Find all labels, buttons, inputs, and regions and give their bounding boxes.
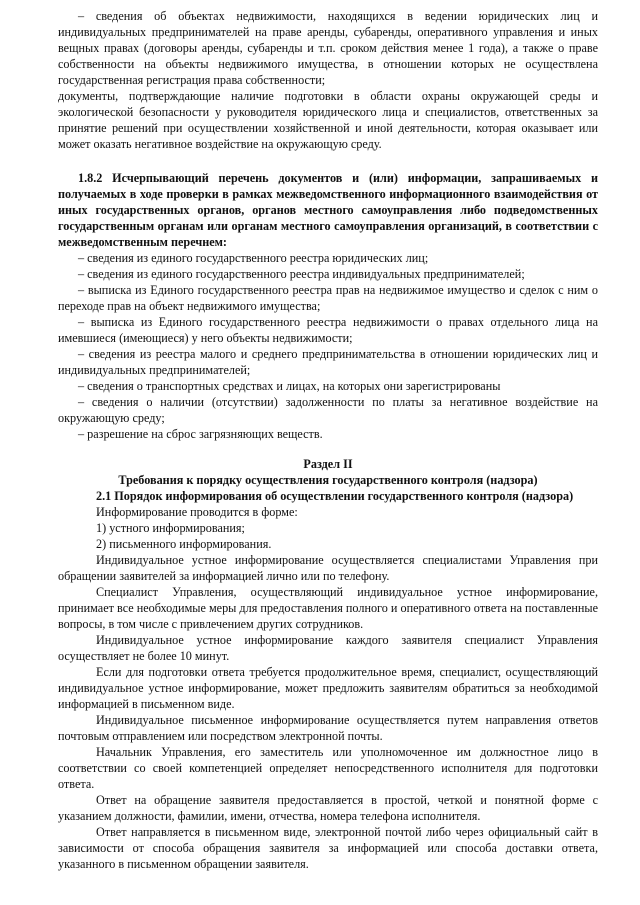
paragraph: Информирование проводится в форме: <box>96 505 298 519</box>
list-item: – сведения о транспортных средствах и лицах, на которых они зарегистрированы <box>78 379 501 393</box>
paragraph: Специалист Управления, осуществляющий индивидуальное устное информирование, принимает все необходимые меры для предоставления полного и оперативного ответа на поставленные вопросы, в том числе с привлечением других сотрудников. <box>58 585 598 631</box>
list-item: – сведения из реестра малого и среднего предпринимательства в отношении юридических лиц и индивидуальных предпринимателей; <box>58 347 598 377</box>
paragraph: Индивидуальное устное информирование каждого заявителя специалист Управления осуществляет не более 10 минут. <box>58 633 598 663</box>
list-item: – выписка из Единого государственного реестра прав на недвижимое имущество и сделок с ним о переходе прав на объект недвижимого имущества; <box>58 283 598 313</box>
list-item: – разрешение на сброс загрязняющих веществ. <box>78 427 323 441</box>
paragraph: Индивидуальное устное информирование осуществляется специалистами Управления при обращении заявителей за информацией лично или по телефону. <box>58 553 598 583</box>
paragraph: Индивидуальное письменное информирование осуществляется путем направления ответов почтовым отправлением или посредством электронной почты. <box>58 713 598 743</box>
list-item: – выписка из Единого государственного реестра недвижимости о правах отдельного лица на имевшиеся (имеющиеся) у него объекты недвижимости; <box>58 315 598 345</box>
section-2-subtitle: Требования к порядку осуществления государственного контроля (надзора) <box>118 473 538 487</box>
paragraph: Начальник Управления, его заместитель или уполномоченное им должностное лицо в соответствии со своей компетенцией определяет непосредственного исполнителя для подготовки ответа. <box>58 745 598 791</box>
list-item: – сведения из единого государственного реестра юридических лиц; <box>78 251 429 265</box>
paragraph: Ответ направляется в письменном виде, электронной почтой либо через официальный сайт в зависимости от способа обращения заявителя за информацией или способа доставки ответа, указанного в письменном обращении заявителя. <box>58 825 598 871</box>
paragraph: Если для подготовки ответа требуется продолжительное время, специалист, осуществляющий индивидуальное устное информирование, может предложить заявителям обратиться за необходимой информацией в письменном виде. <box>58 665 598 711</box>
section-2-title: Раздел II <box>303 457 353 471</box>
paragraph: 2) письменного информирования. <box>96 537 272 551</box>
paragraph: 1) устного информирования; <box>96 521 245 535</box>
paragraph-ecology-training: документы, подтверждающие наличие подготовки в области охраны окружающей среды и экологической безопасности у руководителя юридического лица и специалистов, ответственных за принятие решений при осуществлении хозяйственной и иной деятельности, которая оказывает или может оказать негативное воздействие на окружающую среду. <box>58 89 598 151</box>
section-2-1-heading: 2.1 Порядок информирования об осуществлении государственного контроля (надзора) <box>96 489 574 503</box>
list-item: – сведения о наличии (отсутствии) задолженности по платы за негативное воздействие на окружающую среду; <box>58 395 598 425</box>
section-1-8-2-heading: 1.8.2 Исчерпывающий перечень документов и (или) информации, запрашиваемых и получаемых в ходе проверки в рамках межведомственного информационного взаимодействия от иных государственных органов, органов местного самоуправления либо подведомственных государственным органам или органам местного самоуправления организаций, в соответствии с межведомственным перечнем: <box>58 171 598 249</box>
list-item: – сведения из единого государственного реестра индивидуальных предпринимателей; <box>78 267 525 281</box>
spacer <box>58 152 598 170</box>
spacer <box>58 442 598 456</box>
paragraph-real-estate-info: – сведения об объектах недвижимости, находящихся в ведении юридических лиц и индивидуальных предпринимателей на праве аренды, субаренды, оперативного управления и иных вещных правах (договоры аренды, субаренды и т.п. сроком действия менее 1 года), а также о праве собственности на объекты недвижимого имущества, в отношении которых не осуществлена государственная регистрация права собственности; <box>58 9 598 87</box>
paragraph: Ответ на обращение заявителя предоставляется в простой, четкой и понятной форме с указанием должности, фамилии, имени, отчества, номера телефона исполнителя. <box>58 793 598 823</box>
